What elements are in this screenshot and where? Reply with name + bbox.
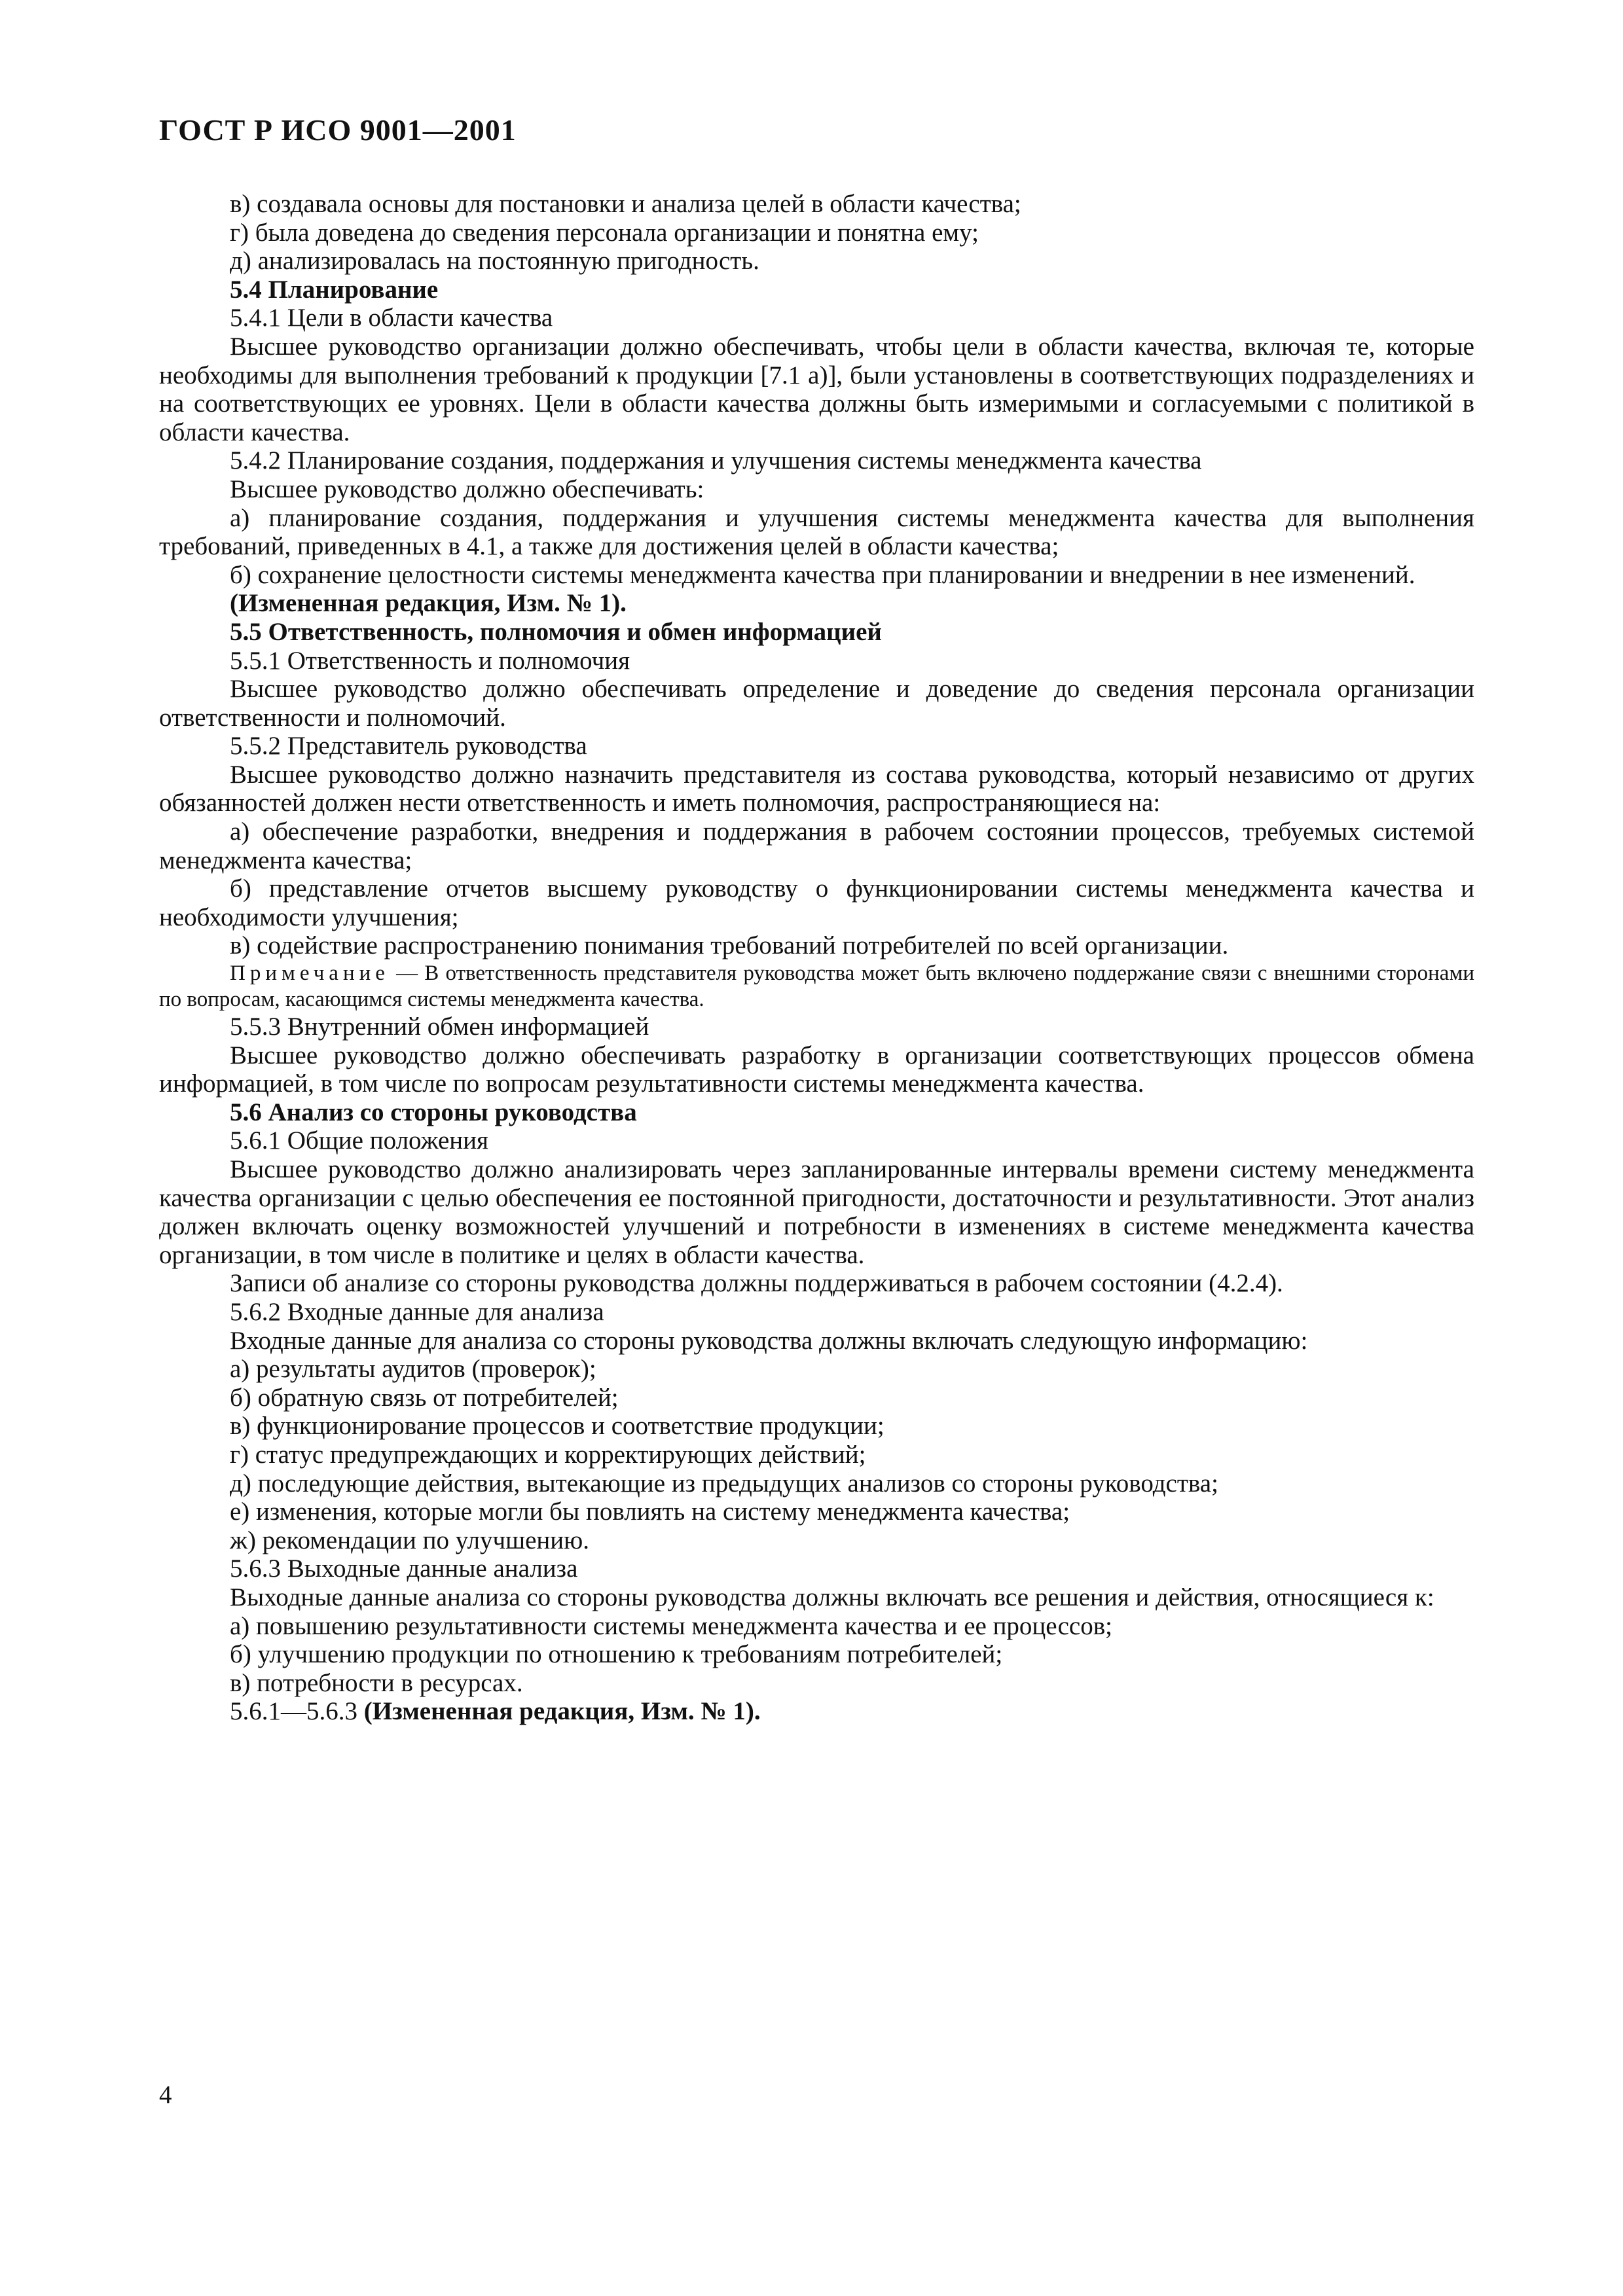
page-number: 4 [159, 2081, 172, 2109]
paragraph: Высшее руководство должно анализировать через запланированные интервалы времени систему менеджмента качества организации с целью обеспечения ее постоянной пригодности, достаточности и результативности. Этот анализ должен включать оценку возможностей улучшений и потребности в изменениях в системе менеджмента качества организации, в том числе в политике и целях в области качества. [159, 1155, 1474, 1269]
list-item: б) сохранение целостности системы менеджмента качества при планировании и внедрении в нее изменений. [230, 560, 1415, 589]
list-item: д) последующие действия, вытекающие из предыдущих анализов со стороны руководства; [230, 1469, 1218, 1498]
paragraph: Высшее руководство должно обеспечивать определение и доведение до сведения персонала организации ответственности и полномочий. [159, 675, 1474, 732]
list-item: а) планирование создания, поддержания и улучшения системы менеджмента качества для выполнения требований, приведенных в 4.1, а также для достижения целей в области качества; [159, 503, 1474, 561]
subsection-title-5-4-2: 5.4.2 Планирование создания, поддержания и улучшения системы менеджмента качества [230, 446, 1202, 475]
paragraph: Входные данные для анализа со стороны руководства должны включать следующую информацию: [230, 1326, 1308, 1355]
list-item: а) результаты аудитов (проверок); [230, 1355, 596, 1384]
note-text: — В ответственность представителя руководства может быть включено поддержание связи с внешними сторонами по вопросам, касающимся системы менеджмента качества. [159, 961, 1474, 1012]
subsection-title-5-6-1: 5.6.1 Общие положения [230, 1126, 488, 1155]
paragraph: Высшее руководство должно обеспечивать разработку в организации соответствующих процессов обмена информацией, в том числе по вопросам результативности системы менеджмента качества. [159, 1041, 1474, 1098]
list-item: а) повышению результативности системы менеджмента качества и ее процессов; [230, 1611, 1112, 1640]
note-paragraph [159, 960, 1474, 1013]
document-header: ГОСТ Р ИСО 9001—2001 [159, 113, 517, 147]
list-item: в) потребности в ресурсах. [230, 1668, 523, 1697]
amendment-label: (Измененная редакция, Изм. № 1). [363, 1697, 761, 1726]
list-item: б) обратную связь от потребителей; [230, 1383, 619, 1412]
amendment-note: (Измененная редакция, Изм. № 1). [230, 589, 627, 618]
section-heading-5-6: 5.6 Анализ со стороны руководства [230, 1098, 637, 1126]
list-item: г) была доведена до сведения персонала организации и понятна ему; [230, 218, 979, 247]
list-item: в) создавала основы для постановки и анализа целей в области качества; [230, 190, 1021, 218]
subsection-title-5-6-2: 5.6.2 Входные данные для анализа [230, 1297, 604, 1326]
list-item: в) функционирование процессов и соответствие продукции; [230, 1412, 884, 1441]
subsection-title-5-6-3: 5.6.3 Выходные данные анализа [230, 1554, 578, 1583]
list-item: в) содействие распространению понимания требований потребителей по всей организации. [230, 931, 1229, 960]
list-item: е) изменения, которые могли бы повлиять на систему менеджмента качества; [230, 1498, 1070, 1526]
subsection-title-5-5-1: 5.5.1 Ответственность и полномочия [230, 646, 630, 675]
section-heading-5-4: 5.4 Планирование [230, 275, 439, 304]
note-label: Примечание [230, 961, 390, 986]
section-heading-5-5: 5.5 Ответственность, полномочия и обмен информацией [230, 617, 882, 646]
paragraph: Высшее руководство организации должно обеспечивать, чтобы цели в области качества, включая те, которые необходимы для выполнения требований к продукции [7.1 а)], были установлены в соответствующих подразделениях и на соответствующих ее уровнях. Цели в области качества должны быть измеримыми и согласуемыми с политикой в области качества. [159, 332, 1474, 446]
list-item: б) улучшению продукции по отношению к требованиям потребителей; [230, 1640, 1003, 1669]
amendment-note-final [159, 1697, 1474, 1726]
list-item: ж) рекомендации по улучшению. [230, 1526, 590, 1554]
subsection-title-5-5-2: 5.5.2 Представитель руководства [230, 732, 587, 761]
list-item: г) статус предупреждающих и корректирующих действий; [230, 1440, 866, 1469]
paragraph: Высшее руководство должно назначить представителя из состава руководства, который независимо от других обязанностей должен нести ответственность и иметь полномочия, распространяющиеся на: [159, 760, 1474, 817]
paragraph: Высшее руководство должно обеспечивать: [230, 475, 704, 503]
list-item: б) представление отчетов высшему руководству о функционировании системы менеджмента качества и необходимости улучшения; [159, 874, 1474, 931]
subsection-title-5-4-1: 5.4.1 Цели в области качества [230, 304, 553, 332]
document-body [159, 190, 1474, 1726]
clause-reference: 5.6.1—5.6.3 [230, 1697, 364, 1726]
paragraph: Записи об анализе со стороны руководства должны поддерживаться в рабочем состоянии (4.2.4). [230, 1269, 1283, 1298]
list-item: а) обеспечение разработки, внедрения и поддержания в рабочем состоянии процессов, требуемых системой менеджмента качества; [159, 817, 1474, 874]
list-item: д) анализировалась на постоянную пригодность. [230, 247, 759, 276]
subsection-title-5-5-3: 5.5.3 Внутренний обмен информацией [230, 1013, 649, 1041]
paragraph: Выходные данные анализа со стороны руководства должны включать все решения и действия, относящиеся к: [230, 1583, 1434, 1611]
